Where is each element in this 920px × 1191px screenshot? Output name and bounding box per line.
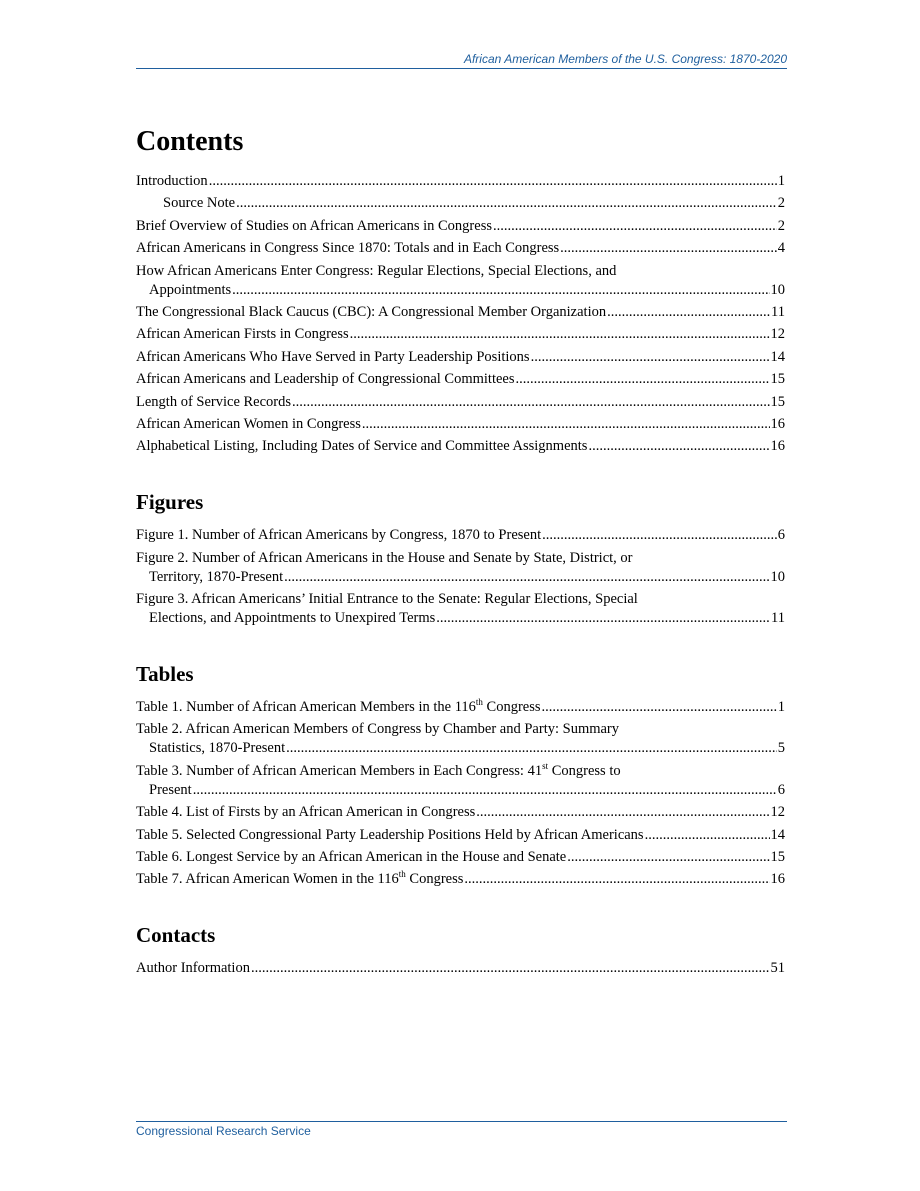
toc-entry-how-enter[interactable] xyxy=(136,262,785,300)
toc-page-number: 1 xyxy=(777,699,785,716)
leader-dots xyxy=(645,826,770,845)
contents-section xyxy=(136,124,785,456)
toc-page-number: 16 xyxy=(770,438,785,455)
toc-page-number: 12 xyxy=(770,326,785,343)
toc-page-number: 16 xyxy=(770,871,785,888)
toc-entry-table-7[interactable] xyxy=(136,870,785,889)
footer-text: Congressional Research Service xyxy=(136,1124,311,1138)
toc-entry-text-line2: Territory, 1870-Present xyxy=(149,568,284,585)
toc-entry-text: Figure 1. Number of African Americans by Congress, 1870 to Present xyxy=(136,527,542,544)
toc-entry-figure-3[interactable] xyxy=(136,590,785,628)
toc-entry-women[interactable] xyxy=(136,415,785,434)
contents-heading: Contents xyxy=(136,126,244,157)
toc-entry-cbc[interactable] xyxy=(136,303,785,322)
toc-entry-figure-1[interactable] xyxy=(136,526,785,545)
leader-dots xyxy=(193,781,777,800)
toc-entry-table-4[interactable] xyxy=(136,803,785,822)
leader-dots xyxy=(286,739,777,758)
toc-page-number: 12 xyxy=(770,804,785,821)
tables-section xyxy=(136,660,785,889)
leader-dots xyxy=(607,303,770,322)
toc-entry-text-post: Congress to xyxy=(548,762,621,779)
toc-page-number: 10 xyxy=(770,568,785,585)
toc-page-number: 51 xyxy=(770,960,785,977)
toc-entry-text: Table 6. Longest Service by an African American in the House and Senate xyxy=(136,849,567,866)
leader-dots xyxy=(476,803,769,822)
leader-dots xyxy=(232,281,769,300)
figures-section xyxy=(136,488,785,628)
toc-entry-introduction[interactable] xyxy=(136,172,785,191)
toc-page-number: 11 xyxy=(771,610,785,627)
toc-entry-text: African Americans and Leadership of Congressional Committees xyxy=(136,371,515,388)
leader-dots xyxy=(236,194,777,213)
toc-entry-text xyxy=(136,870,463,889)
leader-dots xyxy=(588,437,769,456)
toc-entry-text xyxy=(136,698,541,717)
toc-entry-text: Introduction xyxy=(136,173,208,189)
ordinal-suffix: st xyxy=(542,761,549,772)
toc-entry-text: African American Women in Congress xyxy=(136,415,361,432)
ordinal-suffix: th xyxy=(475,697,483,708)
toc-entry-text-line1: Table 2. African American Members of Congress by Chamber and Party: Summary xyxy=(136,721,620,738)
toc-page-number: 5 xyxy=(777,740,785,757)
toc-page-number: 14 xyxy=(770,348,785,365)
toc-entry-alphabetical-listing[interactable] xyxy=(136,437,785,456)
toc-page-number: 15 xyxy=(770,393,785,410)
leader-dots xyxy=(493,217,777,236)
toc-entry-brief-overview[interactable] xyxy=(136,217,785,236)
toc-page-number: 2 xyxy=(777,195,785,212)
leader-dots xyxy=(464,870,769,889)
figures-heading: Figures xyxy=(136,490,204,515)
toc-entry-table-2[interactable] xyxy=(136,720,785,758)
toc-entry-text: Length of Service Records xyxy=(136,393,292,410)
toc-entry-text: Alphabetical Listing, Including Dates of Service and Committee Assignments xyxy=(136,438,588,455)
toc-entry-party-leadership[interactable] xyxy=(136,348,785,367)
toc-entry-text-line2: Elections, and Appointments to Unexpired Terms xyxy=(149,610,436,627)
toc-page-number: 1 xyxy=(777,173,785,189)
toc-entry-text-line1: How African Americans Enter Congress: Regular Elections, Special Elections, and xyxy=(136,262,617,279)
leader-dots xyxy=(436,609,770,628)
toc-page-number: 16 xyxy=(770,415,785,432)
toc-entry-totals[interactable] xyxy=(136,239,785,258)
toc-page-number: 2 xyxy=(777,217,785,234)
leader-dots xyxy=(209,172,777,191)
header-title: African American Members of the U.S. Congress: 1870-2020 xyxy=(463,52,787,66)
toc-entry-text: Author Information xyxy=(136,960,250,977)
toc-entry-text-post: Congress xyxy=(405,871,464,888)
toc-entry-length-of-service[interactable] xyxy=(136,393,785,412)
toc-entry-text-line2: Appointments xyxy=(149,281,232,298)
toc-entry-table-5[interactable] xyxy=(136,826,785,845)
toc-entry-text: Brief Overview of Studies on African Americans in Congress xyxy=(136,217,492,234)
toc-page-number: 14 xyxy=(770,826,785,843)
tables-heading: Tables xyxy=(136,662,194,687)
toc-entry-text: The Congressional Black Caucus (CBC): A Congressional Member Organization xyxy=(136,303,607,320)
leader-dots xyxy=(284,568,769,587)
toc-entry-source-note[interactable] xyxy=(136,194,785,213)
toc-page-number: 6 xyxy=(777,781,785,798)
toc-entry-text: Table 4. List of Firsts by an African American in Congress xyxy=(136,804,476,821)
leader-dots xyxy=(531,348,770,367)
toc-entry-table-1[interactable] xyxy=(136,698,785,717)
toc-entry-text-line2: Present xyxy=(149,781,192,798)
toc-entry-text: African Americans in Congress Since 1870: Totals and in Each Congress xyxy=(136,240,560,257)
leader-dots xyxy=(362,415,770,434)
toc-page-number: 4 xyxy=(777,240,785,257)
leader-dots xyxy=(567,848,769,867)
leader-dots xyxy=(542,698,777,717)
toc-page-number: 10 xyxy=(770,281,785,298)
toc-entry-text-pre: Table 1. Number of African American Members in the 116 xyxy=(136,699,476,716)
toc-entry-text: Source Note xyxy=(163,195,236,212)
toc-entry-text-pre: Table 3. Number of African American Members in Each Congress: 41 xyxy=(136,762,543,779)
toc-page-number: 11 xyxy=(771,303,785,320)
leader-dots xyxy=(516,370,770,389)
toc-entry-author-information[interactable] xyxy=(136,959,785,978)
contacts-section xyxy=(136,921,785,978)
toc-page-number: 15 xyxy=(770,371,785,388)
leader-dots xyxy=(251,959,770,978)
toc-page-number: 6 xyxy=(777,527,785,544)
toc-entry-table-3[interactable] xyxy=(136,762,785,800)
running-footer xyxy=(136,1121,787,1138)
leader-dots xyxy=(542,526,777,545)
leader-dots xyxy=(350,325,770,344)
ordinal-suffix: th xyxy=(398,869,406,880)
toc-entry-firsts[interactable] xyxy=(136,325,785,344)
toc-entry-text-line1: Figure 3. African Americans’ Initial Entrance to the Senate: Regular Elections, Special xyxy=(136,591,638,608)
toc-entry-text: Table 5. Selected Congressional Party Leadership Positions Held by African Americans xyxy=(136,826,644,843)
toc-entry-table-6[interactable] xyxy=(136,848,785,867)
toc-entry-text-line1: Figure 2. Number of African Americans in the House and Senate by State, District, or xyxy=(136,549,633,566)
toc-entry-text: African American Firsts in Congress xyxy=(136,326,349,343)
toc-entry-figure-2[interactable] xyxy=(136,549,785,587)
running-header xyxy=(136,52,787,69)
toc-entry-text: African Americans Who Have Served in Party Leadership Positions xyxy=(136,348,530,365)
toc-entry-text-line1 xyxy=(136,762,785,781)
table-of-contents xyxy=(136,124,785,1010)
toc-entry-committee-leadership[interactable] xyxy=(136,370,785,389)
toc-entry-text-post: Congress xyxy=(482,699,541,716)
toc-page-number: 15 xyxy=(770,849,785,866)
leader-dots xyxy=(292,393,769,412)
toc-entry-text-line2: Statistics, 1870-Present xyxy=(149,740,286,757)
contacts-heading: Contacts xyxy=(136,923,216,948)
toc-entry-text-pre: Table 7. African American Women in the 116 xyxy=(136,871,399,888)
leader-dots xyxy=(560,239,777,258)
